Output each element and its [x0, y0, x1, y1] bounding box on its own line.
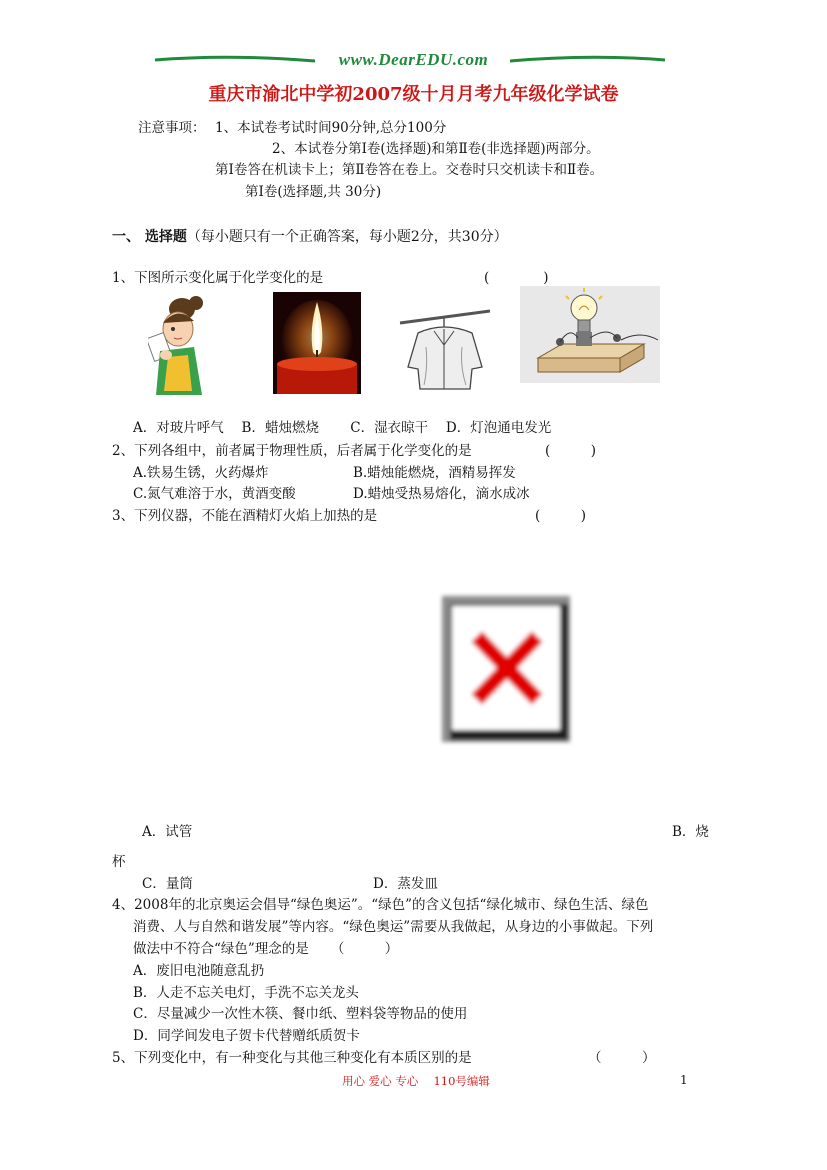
q3-option-c: C．量筒: [142, 876, 193, 892]
drying-clothes-image: [398, 297, 491, 395]
q5-stem: 5、下列变化中，有一种变化与其他三种变化有本质区别的是: [112, 1050, 472, 1066]
q2-option-a: A.铁易生锈，火药爆炸: [133, 465, 269, 481]
light-bulb-circuit-image: [520, 286, 660, 383]
notes-line-3: 第Ⅰ卷答在机读卡上；第Ⅱ卷答在卷上。交卷时只交机读卡和Ⅱ卷。: [215, 162, 604, 178]
q3-stem: 3、下列仪器，不能在酒精灯火焰上加热的是: [112, 508, 378, 524]
q4-line-3-text: 做法中不符合“绿色”理念的是: [133, 941, 309, 957]
q4-answer-blank: （ ）: [330, 941, 399, 957]
broken-image-icon: [438, 592, 574, 746]
q3-answer-blank: ( ): [535, 508, 587, 524]
page-number: 1: [680, 1073, 688, 1087]
q5-answer-blank: （ ）: [588, 1050, 656, 1066]
q1-stem: 1、下图所示变化属于化学变化的是: [112, 270, 324, 286]
q4-line-2: 消费、人与自然和谐发展”等内容。“绿色奥运”需要从我做起，从身边的小事做起。下列: [133, 919, 654, 935]
girl-breathing-image: [148, 295, 210, 397]
q1-options: A．对玻片呼气 B．蜡烛燃烧 C．湿衣晾干 D．灯泡通电发光: [133, 420, 552, 436]
q4-line-3: [133, 937, 398, 957]
section-heading: [112, 226, 508, 246]
burning-candle-image: [273, 292, 361, 394]
q3-option-b: B．烧: [672, 824, 709, 840]
notes-line-2: 2、本试卷分第Ⅰ卷(选择题)和第Ⅱ卷(非选择题)两部分。: [272, 141, 600, 157]
q2-answer-blank: ( ): [545, 443, 597, 459]
q1-answer-blank: ( ): [484, 270, 549, 286]
footer-motto: 用心 爱心 专心 110号编辑: [342, 1074, 490, 1088]
page-title: 重庆市渝北中学初2007级十月月考九年级化学试卷: [208, 84, 619, 105]
site-url: www.DearEDU.com: [338, 50, 489, 69]
q4-option-a: A．废旧电池随意乱扔: [133, 963, 265, 979]
section-title: 一、 选择题: [112, 229, 187, 245]
q4-option-d: D．同学间发电子贺卡代替赠纸质贺卡: [133, 1028, 360, 1044]
q3-option-b-continued: 杯: [112, 854, 126, 870]
q2-stem: 2、下列各组中，前者属于物理性质，后者属于化学变化的是: [112, 443, 472, 459]
notes-label: 注意事项：: [138, 120, 206, 136]
notes-line-1: 1、本试卷考试时间90分钟,总分100分: [215, 120, 447, 136]
q2-option-b: B.蜡烛能燃烧，酒精易挥发: [353, 465, 516, 481]
q4-option-b: B．人走不忘关电灯，手洗不忘关龙头: [133, 985, 359, 1001]
section-description: （每小题只有一个正确答案，每小题2分，共30分）: [186, 229, 508, 245]
q2-option-d: D.蜡烛受热易熔化，滴水成冰: [353, 486, 530, 502]
part-one-heading: 第Ⅰ卷(选择题,共 30分): [245, 184, 382, 200]
q4-line-1: 4、2008年的北京奥运会倡导“绿色奥运”。“绿色”的含义包括“绿化城市、绿色生活、绿色: [112, 897, 649, 913]
q3-option-d: D．蒸发皿: [373, 876, 438, 892]
q2-option-c: C.氮气难溶于水，黄酒变酸: [133, 486, 296, 502]
q3-option-a: A．试管: [142, 824, 193, 840]
q4-option-c: C．尽量减少一次性木筷、餐巾纸、塑料袋等物品的使用: [133, 1006, 468, 1022]
